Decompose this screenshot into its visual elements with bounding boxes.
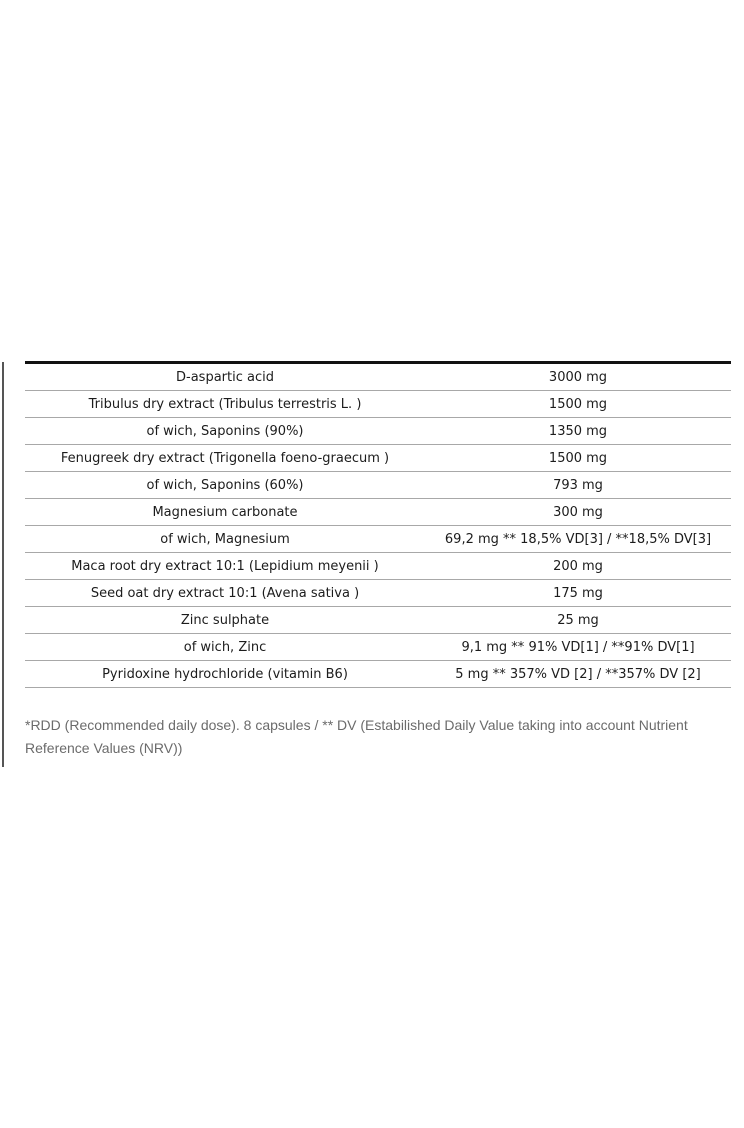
ingredient-name: of wich, Magnesium	[25, 526, 425, 553]
ingredient-amount: 25 mg	[425, 607, 731, 634]
ingredient-name: Pyridoxine hydrochloride (vitamin B6)	[25, 661, 425, 688]
table-row	[25, 445, 731, 472]
ingredient-amount: 1350 mg	[425, 418, 731, 445]
ingredient-name: of wich, Saponins (60%)	[25, 472, 425, 499]
ingredient-amount: 1500 mg	[425, 391, 731, 418]
ingredient-amount: 9,1 mg ** 91% VD[1] / **91% DV[1]	[425, 634, 731, 661]
ingredient-name: of wich, Zinc	[25, 634, 425, 661]
ingredient-amount: 200 mg	[425, 553, 731, 580]
ingredient-name: Fenugreek dry extract (Trigonella foeno-graecum )	[25, 445, 425, 472]
left-border-rule	[2, 362, 4, 767]
dosage-footnote: *RDD (Recommended daily dose). 8 capsules / ** DV (Estabilished Daily Value taking into account Nutrient Reference Values (NRV))	[25, 717, 688, 756]
table-row	[25, 553, 731, 580]
table-row	[25, 472, 731, 499]
table-row	[25, 391, 731, 418]
ingredient-amount: 1500 mg	[425, 445, 731, 472]
table-row	[25, 580, 731, 607]
supplement-facts-table	[25, 361, 731, 688]
ingredient-name: of wich, Saponins (90%)	[25, 418, 425, 445]
ingredient-name: Tribulus dry extract (Tribulus terrestris L. )	[25, 391, 425, 418]
table-row	[25, 526, 731, 553]
ingredient-amount: 69,2 mg ** 18,5% VD[3] / **18,5% DV[3]	[425, 526, 731, 553]
ingredient-amount: 3000 mg	[425, 363, 731, 391]
table-row	[25, 418, 731, 445]
table-row	[25, 363, 731, 391]
ingredient-amount: 793 mg	[425, 472, 731, 499]
ingredient-name: Maca root dry extract 10:1 (Lepidium meyenii )	[25, 553, 425, 580]
ingredient-name: Zinc sulphate	[25, 607, 425, 634]
table-row	[25, 499, 731, 526]
ingredient-amount: 300 mg	[425, 499, 731, 526]
ingredient-amount: 175 mg	[425, 580, 731, 607]
ingredient-name: D-aspartic acid	[25, 363, 425, 391]
ingredient-amount: 5 mg ** 357% VD [2] / **357% DV [2]	[425, 661, 731, 688]
table-row	[25, 634, 731, 661]
supplement-facts-body	[25, 363, 731, 688]
ingredient-name: Magnesium carbonate	[25, 499, 425, 526]
ingredient-name: Seed oat dry extract 10:1 (Avena sativa )	[25, 580, 425, 607]
table-row	[25, 661, 731, 688]
table-row	[25, 607, 731, 634]
